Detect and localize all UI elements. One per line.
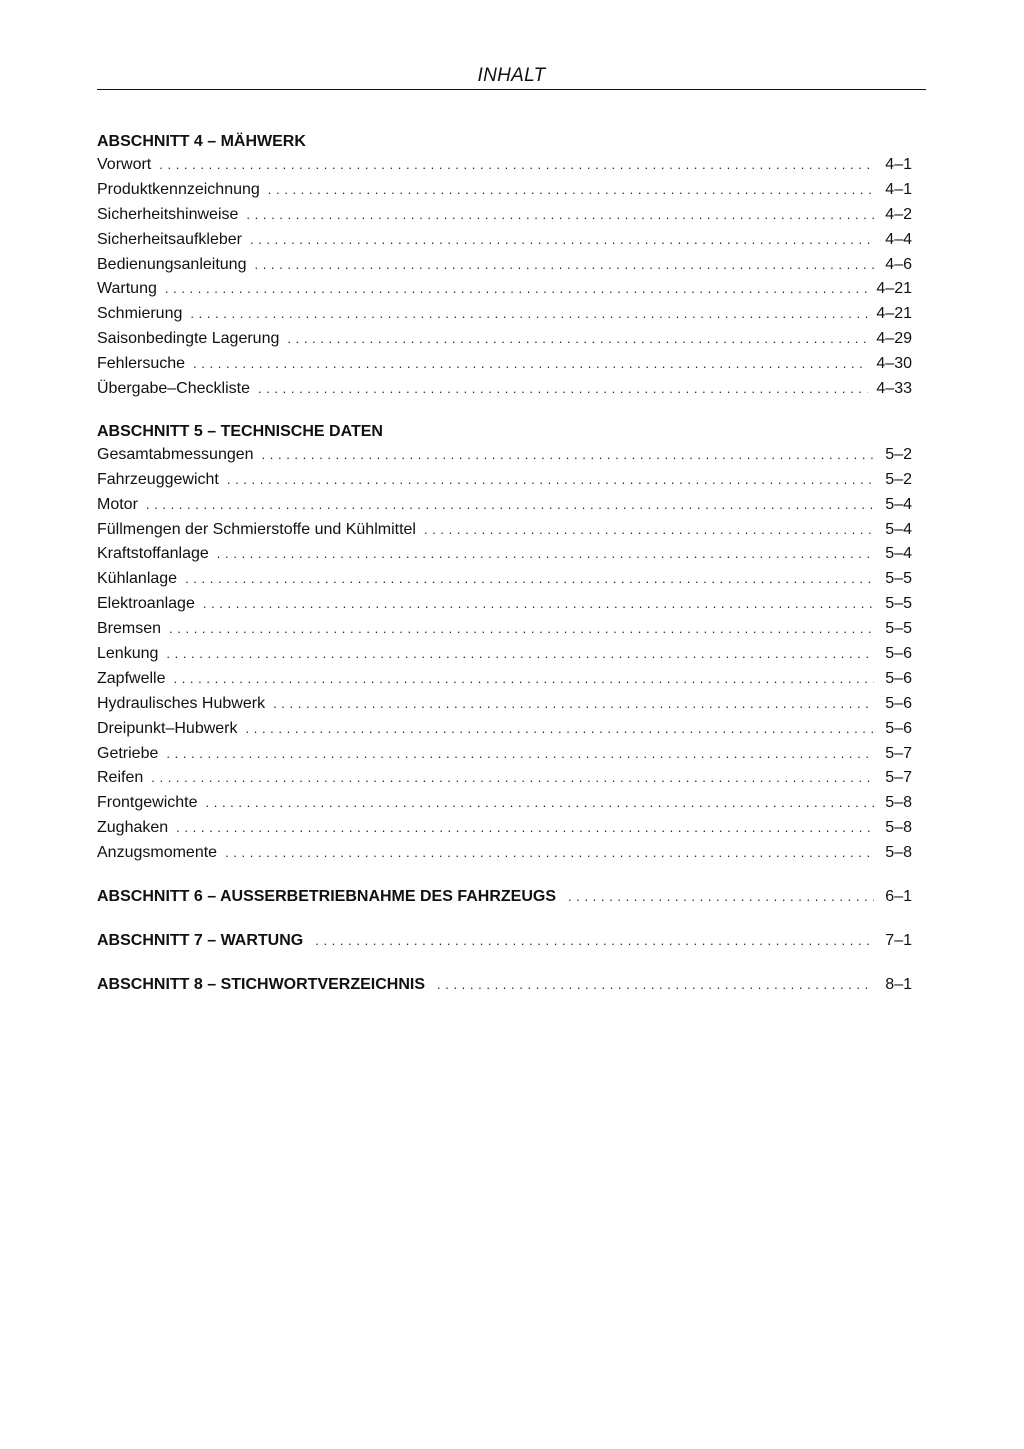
toc-entry[interactable] (97, 443, 912, 468)
toc-entry[interactable] (97, 766, 912, 791)
toc-entry-page: 5–4 (885, 495, 912, 513)
toc-entry[interactable] (97, 742, 912, 767)
toc-section-7[interactable] (97, 928, 912, 954)
toc-entry-label: Fehlersuche (97, 355, 186, 373)
toc-heading-label: ABSCHNITT 6 – AUSSERBETRIEBNAHME DES FAHRZEUGS (97, 888, 557, 906)
toc-entry-page: 5–6 (885, 669, 912, 687)
dot-leader (246, 203, 874, 228)
dot-leader (258, 377, 868, 402)
toc-entry-label: Lenkung (97, 645, 159, 663)
toc-entry-page: 4–30 (876, 355, 912, 373)
toc-entry[interactable] (97, 692, 912, 717)
toc-entry-label: Vorwort (97, 156, 152, 173)
dot-leader (227, 468, 874, 493)
toc-entry-label: Getriebe (97, 744, 159, 762)
toc-entry[interactable] (97, 468, 912, 493)
section-title: ABSCHNITT 4 – MÄHWERK (97, 133, 306, 150)
toc-entry-label: Hydraulisches Hubwerk (97, 694, 266, 712)
toc-entry-page: 4–33 (876, 380, 912, 398)
toc-entry-page: 5–4 (885, 545, 912, 563)
toc-entry-page: 4–1 (885, 180, 912, 198)
dot-leader (315, 928, 874, 954)
toc-heading-page: 7–1 (885, 932, 912, 950)
toc-entry-page: 5–2 (885, 470, 912, 488)
toc-entry[interactable] (97, 228, 912, 253)
toc-entry[interactable] (97, 617, 912, 642)
toc-entry-label: Kühlanlage (97, 570, 178, 588)
toc-heading-page: 8–1 (885, 976, 912, 994)
toc-entry[interactable] (97, 518, 912, 543)
dot-leader (203, 592, 874, 617)
toc-entry-label: Reifen (97, 769, 144, 787)
toc-entry[interactable] (97, 791, 912, 816)
dot-leader (568, 884, 874, 910)
dot-leader (151, 766, 874, 791)
toc-entry[interactable] (97, 327, 912, 352)
toc-entry[interactable] (97, 178, 912, 203)
toc-entry-label: Zapfwelle (97, 669, 166, 687)
toc-section-6[interactable] (97, 884, 912, 910)
dot-leader (159, 153, 874, 178)
toc-entry[interactable] (97, 253, 912, 278)
dot-leader (190, 302, 868, 327)
dot-leader (166, 642, 874, 667)
toc-entry-page: 5–8 (885, 819, 912, 837)
dot-leader (166, 742, 874, 767)
toc-entry-label: Wartung (97, 280, 157, 298)
dot-leader (193, 352, 868, 377)
dot-leader (225, 841, 874, 866)
toc-entry-label: Fahrzeuggewicht (97, 470, 219, 488)
toc-entry-label: Gesamtabmessungen (97, 445, 254, 463)
dot-leader (437, 972, 874, 998)
toc-entry-label: Sicherheitshinweise (97, 205, 239, 223)
table-of-contents (97, 128, 912, 1016)
dot-leader (206, 791, 875, 816)
toc-entry-label: Zughaken (97, 819, 169, 837)
toc-entry-page: 5–5 (885, 620, 912, 638)
toc-entry-page: 5–7 (885, 769, 912, 787)
toc-entry-label: Bedienungsanleitung (97, 255, 247, 273)
toc-entry-label: Elektroanlage (97, 595, 195, 613)
dot-leader (165, 277, 869, 302)
toc-entry[interactable] (97, 592, 912, 617)
toc-entry-label: Füllmengen der Schmierstoffe und Kühlmittel (97, 520, 416, 538)
toc-entry-label: Motor (97, 495, 138, 513)
toc-entry-page: 4–6 (885, 255, 912, 273)
toc-entry-label: Übergabe–Checkliste (97, 380, 250, 398)
toc-entry-label: Saisonbedingte Lagerung (97, 330, 280, 348)
dot-leader (424, 518, 874, 543)
dot-leader (268, 178, 874, 203)
dot-leader (146, 493, 874, 518)
toc-entry-page: 5–5 (885, 595, 912, 613)
dot-leader (262, 443, 874, 468)
toc-entry-page: 4–29 (876, 330, 912, 348)
toc-entry-label: Sicherheitsaufkleber (97, 230, 242, 248)
page-header (97, 62, 926, 90)
toc-entry[interactable] (97, 302, 912, 327)
toc-section-4 (97, 130, 912, 402)
toc-entry-label: Frontgewichte (97, 794, 198, 812)
toc-heading-label: ABSCHNITT 7 – WARTUNG (97, 932, 304, 950)
toc-entry[interactable] (97, 841, 912, 866)
toc-entry-label: Kraftstoffanlage (97, 545, 209, 563)
toc-section-5 (97, 420, 912, 866)
toc-entry-label: Anzugsmomente (97, 844, 218, 862)
dot-leader (217, 542, 874, 567)
toc-entry[interactable] (97, 667, 912, 692)
toc-entry-page: 5–6 (885, 694, 912, 712)
toc-entry-page: 5–6 (885, 719, 912, 737)
dot-leader (250, 228, 874, 253)
page-title: INHALT (477, 65, 546, 86)
toc-entry-page: 4–1 (885, 156, 912, 173)
toc-entry-page: 5–6 (885, 645, 912, 663)
toc-entry[interactable] (97, 717, 912, 742)
toc-entry-page: 5–2 (885, 445, 912, 463)
toc-entry-page: 5–7 (885, 744, 912, 762)
toc-entry-page: 4–21 (876, 305, 912, 323)
toc-entry[interactable] (97, 203, 912, 228)
toc-entry-page: 4–4 (885, 230, 912, 248)
toc-entry-page: 5–8 (885, 794, 912, 812)
toc-heading-page: 6–1 (885, 888, 912, 906)
toc-heading-label: ABSCHNITT 8 – STICHWORTVERZEICHNIS (97, 976, 426, 994)
toc-entry-page: 5–4 (885, 520, 912, 538)
toc-entry-page: 4–21 (876, 280, 912, 298)
dot-leader (173, 667, 874, 692)
dot-leader (185, 567, 874, 592)
toc-entry[interactable] (97, 642, 912, 667)
toc-entry[interactable] (97, 352, 912, 377)
toc-entry-page: 5–5 (885, 570, 912, 588)
toc-entry-label: Schmierung (97, 305, 183, 323)
toc-entry[interactable] (97, 493, 912, 518)
toc-entry[interactable] (97, 153, 912, 178)
toc-entry[interactable] (97, 377, 912, 402)
toc-entry-label: Bremsen (97, 620, 162, 638)
toc-entry[interactable] (97, 277, 912, 302)
toc-entry[interactable] (97, 542, 912, 567)
dot-leader (169, 617, 874, 642)
toc-section-8[interactable] (97, 972, 912, 998)
dot-leader (246, 717, 874, 742)
section-title: ABSCHNITT 5 – TECHNISCHE DATEN (97, 422, 383, 440)
toc-entry-page: 5–8 (885, 844, 912, 862)
toc-entry-label: Produktkennzeichnung (97, 180, 260, 198)
dot-leader (287, 327, 868, 352)
toc-entry-page: 4–2 (885, 205, 912, 223)
toc-entry[interactable] (97, 816, 912, 841)
dot-leader (254, 253, 874, 278)
dot-leader (176, 816, 874, 841)
toc-entry[interactable] (97, 567, 912, 592)
toc-entry-label: Dreipunkt–Hubwerk (97, 719, 238, 737)
dot-leader (273, 692, 874, 717)
